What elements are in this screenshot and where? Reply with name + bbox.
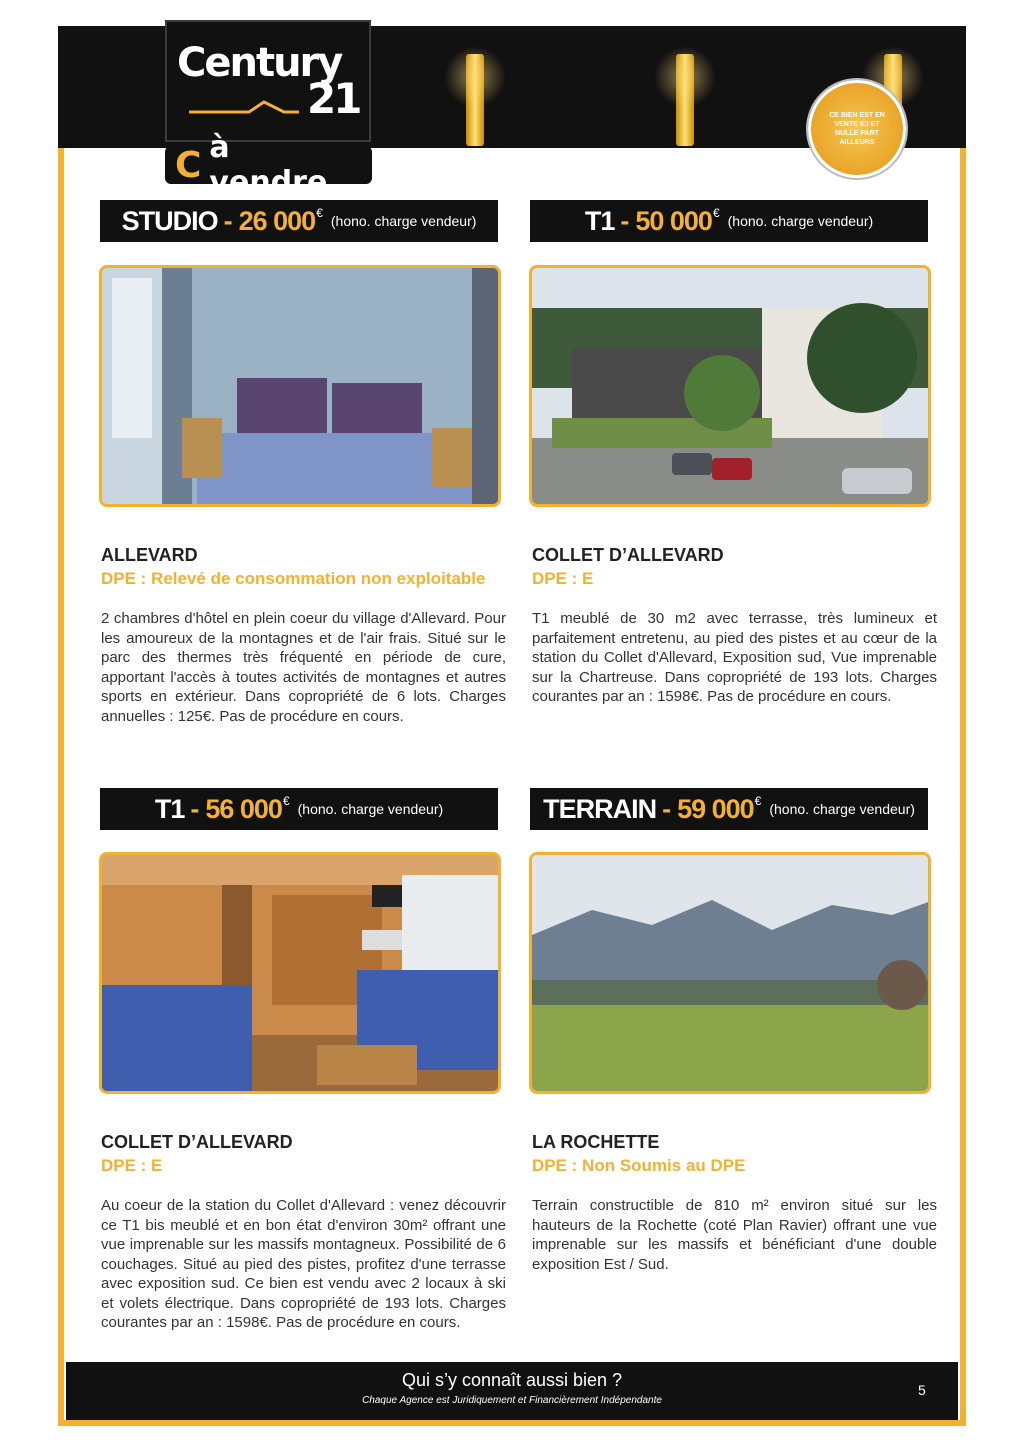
separator: - xyxy=(190,793,200,824)
separator: - xyxy=(662,793,672,824)
living-room-image xyxy=(102,855,501,1094)
lamp-light xyxy=(466,54,484,146)
price: 50 000 xyxy=(635,205,712,236)
location: COLLET D’ALLEVARD xyxy=(101,1132,293,1152)
house-roof-icon xyxy=(189,100,299,114)
logo-word: Century xyxy=(177,40,342,86)
tagline-letter: C xyxy=(175,144,202,186)
property-type: T1 xyxy=(154,793,185,824)
tagline xyxy=(165,130,372,200)
building-image xyxy=(532,268,931,507)
description: 2 chambres d'hôtel en plein coeur du village d'Allevard. Pour les amoureux de la montagnes et de l'air frais. Situé sur le parc des thermes très fréquenté en période de cure, apportant l'accès à toutes activités de montagnes et autres sports en extérieur. Dans copropriété de 6 lots. Charges annuelles : 125€. Pas de procédure en cours. xyxy=(101,610,506,725)
price-bar xyxy=(100,200,498,242)
logo-number: 21 xyxy=(307,74,360,123)
price: 59 000 xyxy=(677,793,754,824)
property-type: STUDIO xyxy=(121,205,218,236)
separator: - xyxy=(620,205,630,236)
price-bar xyxy=(530,788,928,830)
property-type: TERRAIN xyxy=(543,793,657,824)
location: COLLET D’ALLEVARD xyxy=(532,545,724,565)
land-photo xyxy=(529,852,931,1094)
currency: € xyxy=(712,206,720,220)
price: 56 000 xyxy=(205,793,282,824)
page-number: 5 xyxy=(918,1382,926,1398)
description: T1 meublé de 30 m2 avec terrasse, très lumineux et parfaitement entretenu, au pied des pistes et au cœur de la station du Collet d'Allevard, Exposition sud, Vue imprenable sur la Chartreuse. Dans copropriété de 193 lots. Charges courantes par an : 1598€. Pas de procédure en cours. xyxy=(532,610,937,705)
footer xyxy=(66,1362,958,1420)
currency: € xyxy=(282,794,290,808)
location: ALLEVARD xyxy=(101,545,198,565)
description: Terrain constructible de 810 m² environ situé sur les hauteurs de la Rochette (coté Plan Ravier) offrant une vue imprenable sur les massifs et bénéficiant d'une double exposition Est / Sud. xyxy=(532,1197,937,1273)
dpe-rating: DPE : Non Soumis au DPE xyxy=(532,1156,746,1175)
fee-note: (hono. charge vendeur) xyxy=(297,801,444,817)
tagline-text: à vendre... xyxy=(209,130,362,200)
price-bar xyxy=(100,788,498,830)
price: 26 000 xyxy=(238,205,316,236)
lamp-light xyxy=(676,54,694,146)
exclusivity-seal xyxy=(808,80,906,178)
currency: € xyxy=(316,206,323,220)
fee-note: (hono. charge vendeur) xyxy=(769,801,915,817)
century21-logo xyxy=(165,20,371,142)
building-photo xyxy=(529,265,931,507)
fee-note: (hono. charge vendeur) xyxy=(727,213,874,229)
separator: - xyxy=(223,205,233,236)
land-image xyxy=(532,855,931,1094)
fee-note: (hono. charge vendeur) xyxy=(330,213,477,229)
bedroom-photo xyxy=(99,265,501,507)
dpe-rating: DPE : E xyxy=(101,1156,163,1175)
bedroom-image xyxy=(102,268,501,507)
dpe-rating: DPE : E xyxy=(532,569,594,588)
living-room-photo xyxy=(99,852,501,1094)
footer-subtitle: Chaque Agence est Juridiquement et Financièrement Indépendante xyxy=(362,1395,662,1406)
location: LA ROCHETTE xyxy=(532,1132,660,1152)
description: Au coeur de la station du Collet d'Allevard : venez découvrir ce T1 bis meublé et en bon état d'environ 30m² offrant une vue imprenable sur les massifs montagneux. Possibilité de 6 couchages. Situé au pied des pistes, profitez d'une terrasse avec exposition sud. Ce bien est vendu avec 2 locaux à ski et volets électrique. Dans copropriété de 193 lots. Charges courantes par an : 1598€. Pas de procédure en cours. xyxy=(101,1197,506,1331)
seal-text: CE BIEN EST EN VENTE ICI ET NULLE PART AILLEURS xyxy=(829,112,885,146)
price-bar xyxy=(530,200,928,242)
property-type: T1 xyxy=(584,205,615,236)
footer-question: Qui s’y connaît aussi bien ? xyxy=(401,1370,623,1390)
dpe-rating: DPE : Relevé de consommation non exploitable xyxy=(101,569,486,588)
currency: € xyxy=(754,794,762,808)
